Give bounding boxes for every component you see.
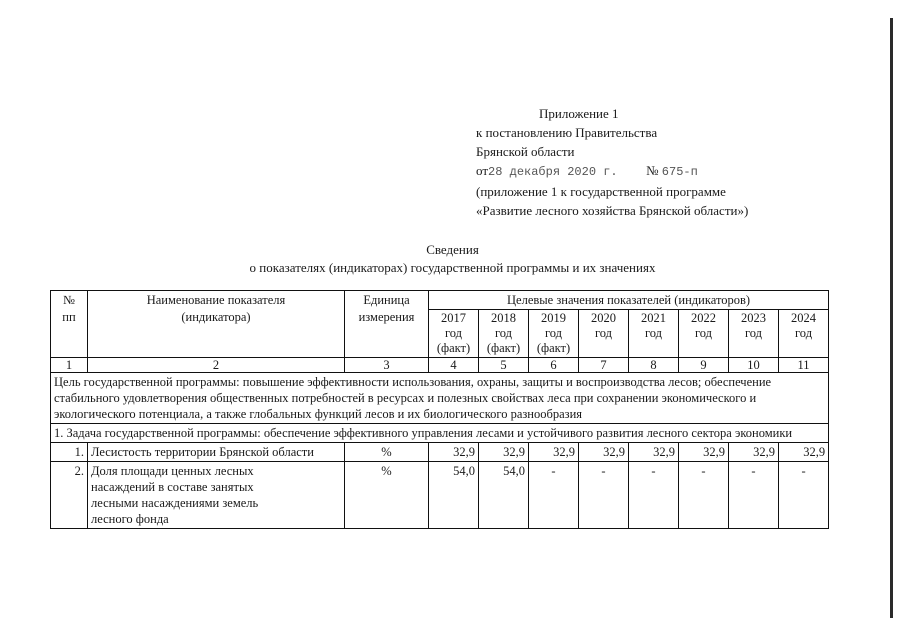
indicator-value: 32,9 [729, 443, 779, 462]
column-number: 4 [429, 358, 479, 373]
goal-row [51, 373, 829, 424]
appendix-date-line [476, 161, 876, 182]
appendix-title: Приложение 1 [539, 106, 619, 121]
year-header: 2017 год (факт) [429, 310, 479, 358]
indicator-value: - [729, 462, 779, 529]
indicator-unit: % [345, 462, 429, 529]
header-unit: Единица измерения [345, 291, 429, 358]
appendix-header [476, 104, 876, 220]
header-number [51, 291, 88, 358]
document-title: Сведения [426, 242, 479, 257]
indicator-value: - [579, 462, 629, 529]
indicator-value: - [779, 462, 829, 529]
row-number: 1. [51, 443, 88, 462]
table-row [51, 462, 829, 529]
header-target-values: Целевые значения показателей (индикаторов) [429, 291, 829, 310]
indicator-value: - [679, 462, 729, 529]
column-number: 8 [629, 358, 679, 373]
indicator-value: 54,0 [479, 462, 529, 529]
column-number: 11 [779, 358, 829, 373]
column-number: 2 [88, 358, 345, 373]
year-header: 2021 год [629, 310, 679, 358]
appendix-resolution-line: к постановлению Правительства [476, 125, 658, 140]
program-task: 1. Задача государственной программы: обеспечение эффективного управления лесами и устойчивого развития лесного сектора экономики [51, 424, 829, 443]
appendix-region-line: Брянской области [476, 144, 575, 159]
indicator-value: - [529, 462, 579, 529]
year-header: 2019 год (факт) [529, 310, 579, 358]
date-prefix: от [476, 163, 489, 178]
indicators-table [50, 290, 829, 529]
column-number: 7 [579, 358, 629, 373]
column-number: 5 [479, 358, 529, 373]
indicator-value: 32,9 [579, 443, 629, 462]
header-number-pp: пп [62, 310, 76, 324]
appendix-program-name: «Развитие лесного хозяйства Брянской области») [476, 203, 749, 218]
indicator-value: 32,9 [779, 443, 829, 462]
header-indicator-name: Наименование показателя (индикатора) [88, 291, 345, 358]
table-header-row [51, 291, 829, 310]
indicator-value: 32,9 [529, 443, 579, 462]
column-numbers-row [51, 358, 829, 373]
appendix-program-line: (приложение 1 к государственной программе [476, 184, 726, 199]
year-header: 2018 год (факт) [479, 310, 529, 358]
document-subtitle: о показателях (индикаторах) государственной программы и их значениях [249, 260, 656, 275]
table-row [51, 443, 829, 462]
resolution-date: 28 декабря 2020 г. [488, 165, 618, 179]
column-number: 9 [679, 358, 729, 373]
indicator-value: 32,9 [679, 443, 729, 462]
number-prefix: № [646, 163, 659, 178]
resolution-number: 675-п [661, 165, 698, 179]
indicator-name: Доля площади ценных лесных насаждений в составе занятых лесными насаждениями земель лесного фонда [88, 462, 345, 529]
indicator-value: - [629, 462, 679, 529]
indicator-value: 54,0 [429, 462, 479, 529]
indicator-value: 32,9 [429, 443, 479, 462]
header-number-symbol: № [63, 293, 75, 307]
row-number: 2. [51, 462, 88, 529]
indicator-name: Лесистость территории Брянской области [88, 443, 345, 462]
year-header: 2023 год [729, 310, 779, 358]
indicator-value: 32,9 [629, 443, 679, 462]
year-header: 2024 год [779, 310, 829, 358]
year-header: 2020 год [579, 310, 629, 358]
indicator-value: 32,9 [479, 443, 529, 462]
indicator-unit: % [345, 443, 429, 462]
column-number: 3 [345, 358, 429, 373]
year-header: 2022 год [679, 310, 729, 358]
column-number: 10 [729, 358, 779, 373]
task-row [51, 424, 829, 443]
program-goal: Цель государственной программы: повышение эффективности использования, охраны, защиты и воспроизводства лесов; обеспечение стабильного удовлетворения общественных потребностей в ресурсах и полезных свойствах леса при сохранении экономического и экологического потенциала, а также глобальных функций лесов и их биологического разнообразия [51, 373, 829, 424]
column-number: 6 [529, 358, 579, 373]
column-number: 1 [51, 358, 88, 373]
scan-border-line [890, 18, 893, 618]
